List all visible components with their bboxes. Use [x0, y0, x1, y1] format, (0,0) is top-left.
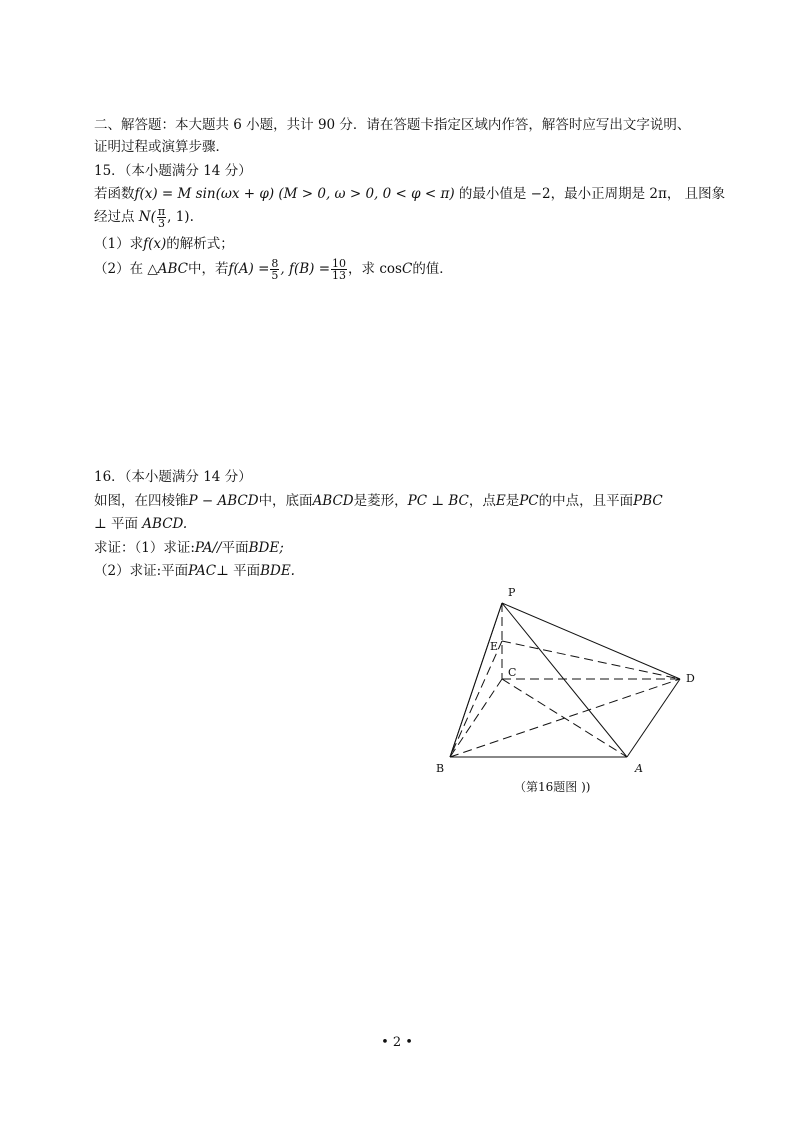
q16-proof2-plane1: PAC: [188, 563, 217, 579]
q15-part2-C: C: [401, 261, 413, 277]
q16-proof2-mid: ⊥ 平面: [216, 563, 261, 579]
q15-part2-pre: （2）在 △: [94, 261, 158, 277]
q15-function: f(x) = M sin(ωx + φ) (M > 0, ω > 0, 0 < φ < π): [134, 186, 455, 202]
q16-proof2-plane2: BDE.: [260, 563, 295, 579]
edge-PB-front: [450, 603, 502, 757]
q16-perp: PC ⊥ BC: [407, 493, 469, 509]
q16-proof1-math: PA//: [194, 540, 222, 556]
edge-AD: [627, 679, 680, 757]
q15-fB-num: 10: [332, 257, 347, 270]
q16-plane-PBC: PBC: [633, 493, 663, 509]
q15-point-num: π: [157, 205, 166, 218]
q15-fB: , f(B) =: [280, 261, 331, 277]
q15-part1-post: 的解析式；: [166, 236, 234, 252]
q15-part1: [94, 235, 234, 253]
label-P: P: [508, 586, 516, 599]
q15-part2: [94, 258, 453, 281]
page-number: • 2 •: [381, 1035, 413, 1050]
label-D: D: [686, 672, 695, 685]
q16-proof2-pre: （2）求证:平面: [94, 563, 189, 579]
q15-part2-mid: 中，若: [188, 261, 229, 277]
q16-stem-g: ⊥ 平面: [94, 516, 138, 532]
edge-CB: [450, 679, 502, 757]
q16-proof1-mid: 平面: [221, 540, 249, 556]
q16-proof1: [94, 539, 284, 557]
q15-stem-b: 的最小值是 −2，最小正周期是 2π， 且图象: [458, 186, 726, 202]
q15-fA-fraction: [270, 258, 279, 281]
q16-stem-e: 是: [505, 493, 520, 509]
label-B: B: [436, 762, 445, 775]
q16-stem-line1: [94, 492, 663, 510]
q16-stem-c: 是菱形，: [353, 493, 408, 509]
q15-point-pre: N(: [138, 209, 156, 225]
edge-PD: [502, 603, 680, 679]
label-E: E: [490, 640, 499, 653]
section-heading-cont: 证明过程或演算步骤．: [94, 139, 229, 155]
q15-stem-line2: [94, 206, 194, 229]
q15-fB-fraction: [331, 258, 347, 281]
q15-point-fraction: [157, 206, 166, 229]
figure-caption: （第16题图 )): [514, 780, 591, 794]
q16-number: 16．（本小题满分 14 分）: [94, 469, 252, 485]
label-A: A: [635, 762, 643, 775]
q15-number: 15．（本小题满分 14 分）: [94, 163, 252, 179]
q15-point-post: , 1).: [167, 209, 194, 225]
edge-ED: [502, 641, 680, 679]
q15-part2-triangle: ABC: [157, 261, 189, 277]
q15-part1-pre: （1）求: [94, 236, 144, 252]
q15-fA: f(A) =: [228, 261, 270, 277]
q15-part2-end: 的值．: [412, 261, 453, 277]
q16-proof1-pre: 求证：（1）求证:: [94, 540, 195, 556]
q15-part2-post: ，求 cos: [348, 261, 402, 277]
q16-stem-f: 的中点，且平面: [538, 493, 634, 509]
q15-fA-num: 8: [271, 257, 279, 270]
edge-PA: [502, 603, 627, 757]
pyramid-figure: [430, 585, 710, 805]
q15-fA-den: 5: [271, 269, 279, 282]
q16-stem-a: 如图，在四棱锥: [94, 493, 189, 509]
q16-proof2: [94, 562, 295, 580]
pyramid-diagram: [430, 585, 710, 805]
q15-stem-a: 若函数: [94, 186, 135, 202]
q16-stem-d: ，点: [468, 493, 496, 509]
q15-point-den: 3: [158, 217, 165, 230]
label-C: C: [508, 666, 517, 679]
q16-pyramid: P − ABCD: [188, 493, 259, 509]
edge-EB: [450, 641, 502, 757]
q16-stem-line2: [94, 515, 187, 533]
q16-stem-b: 中，底面: [258, 493, 313, 509]
q16-segment-PC: PC: [519, 493, 539, 509]
q16-point-E: E: [495, 493, 506, 509]
q15-fB-den: 13: [332, 269, 347, 282]
q16-base: ABCD: [312, 493, 354, 509]
q15-part1-func: f(x): [143, 236, 167, 252]
q16-proof1-plane: BDE;: [248, 540, 284, 556]
q16-plane-ABCD: ABCD.: [142, 516, 188, 532]
section-heading: 二、解答题：本大题共 6 小题，共计 90 分．请在答题卡指定区域内作答，解答时应写出文字说明、: [94, 117, 691, 133]
q15-stem-c: 经过点: [94, 209, 135, 225]
q15-stem-line1: [94, 185, 725, 203]
